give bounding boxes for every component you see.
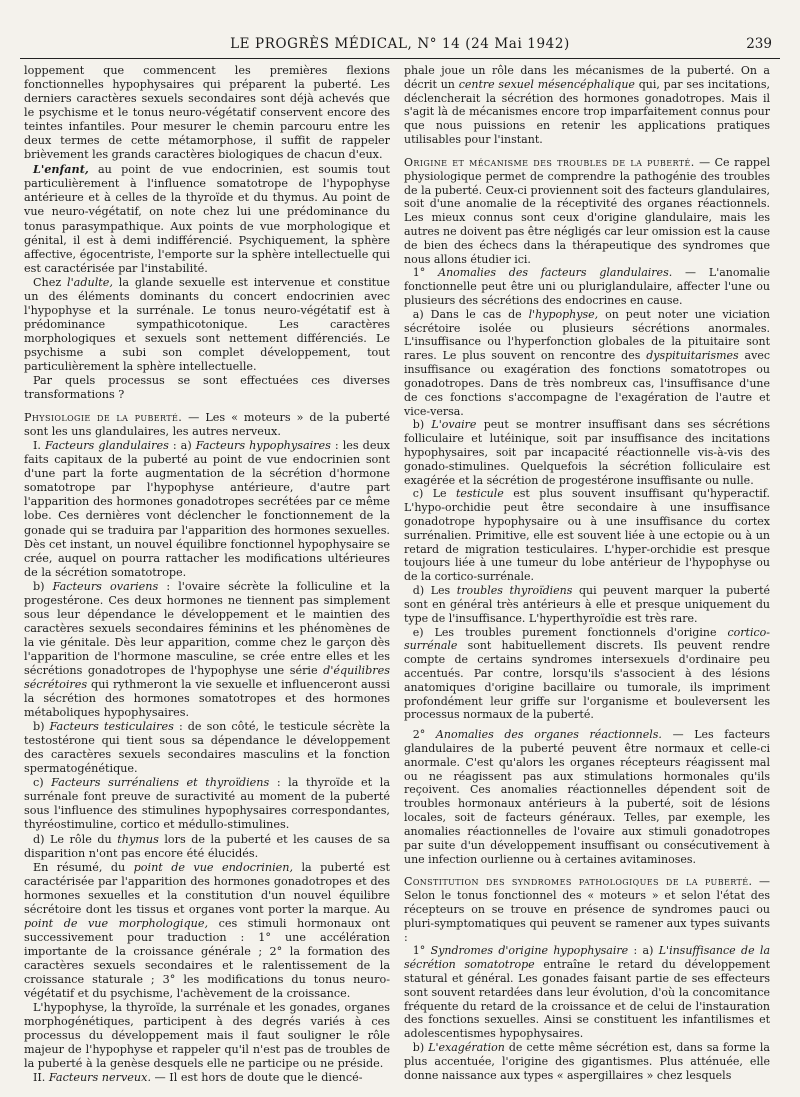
text-run: — Ce rappel physiologique permet de comprendre la pathogénie des troubles de la puberté. Ceux-ci proviennent soit des facteurs glandulaires, soit d'une anomalie de la réceptivité des organes réactionnels. Les mieux connus sont ceux d'origine glandulaire, mais les autres ne doivent pas être négligés car leur omission est la cause de bien des échecs dans la thérapeutique des syndromes que nous allons étudier ici. [404,155,770,266]
italic-text: L'ovaire [431,418,477,432]
text-run: : les deux faits capitaux de la puberté au point de vue endocrinien sont d'une part la forte augmentation de la sécrétion d'hormone somatotrope par l'hypophyse antérieure, d'autre part l'apparition des hormones gonadotropes secrétées par ce même lobe. Ces dernières vont déclencher le fonctionnement de la gonade qui se traduira par l'apparition des hormones sexuelles. Dès cet instant, un nouvel équilibre fonctionnel hypophysaire se crée, auquel on pourra rattacher les modifications ultérieures de la sécrétion somatotrope. [24,439,390,579]
text-run: : a) [168,439,196,453]
text-run: Constitution des syndromes pathologiques de la puberté. [404,875,753,889]
text-run: de cette même sécrétion est, dans sa forme la plus accentuée, l'origine des gigantismes. Plus atténuée, elle donne naissance aux types « aspergillaires » chez lesquels [404,1041,770,1082]
italic-text: Anomalies des facteurs glandulaires. [438,266,673,280]
text-run: b) [32,579,53,593]
paragraph [404,626,770,723]
italic-text: l'adulte, [67,275,113,289]
italic-text: Facteurs ovariens [52,579,159,593]
section-heading-constitution [404,875,770,944]
text-run: — Selon le tonus fonctionnel des « moteurs » et selon l'état des récepteurs on se trouve en présence de syndromes pauci ou pluri-symptomatiques qui peuvent se ramener aux types suivants : [404,875,771,944]
text-run: b) [412,1041,429,1055]
text-run: Physiologie de la puberté. [24,411,183,425]
running-header [20,32,780,59]
paragraph [404,418,770,487]
italic-text: L'enfant, [32,162,89,177]
text-run: : a) [628,944,659,958]
text-run: — Il est hors de doute que le diencé- [151,1071,363,1085]
paragraph [24,1071,390,1085]
italic-text: Facteurs nerveux. [48,1071,151,1085]
italic-text: l'hypophyse, [528,307,599,321]
text-run: — L'anomalie fonctionnelle peut être uni ou pluriglandulaire, affecter l'une ou plusieurs des sécrétions des endocrines en cause. [404,266,771,307]
text-run: — Les facteurs glandulaires de la puberté peuvent être normaux et celle-ci anormale. C'est qu'alors les organes récepteurs réagissent mal ou ne réagissent pas aux stimulations hormonales qu'ils reçoivent. Ces anomalies réactionnelles dépendent soit de troubles hormonaux antérieurs à la puberté, soit de lésions locales, soit de facteurs généraux. Telles, par exemple, les anomalies réactionnelles de l'ovaire aux stimuli gonadotropes par suite d'un développement insuffisant ou consécutivement à une infection ourlienne ou à certaines avitaminoses. [404,728,770,866]
paragraph [24,861,390,1001]
text-run: — Les « moteurs » de la puberté sont les uns glandulaires, les autres nerveux. [24,411,390,439]
text-run: e) Les troubles purement fonctionnels d'origine [412,625,728,639]
italic-text: point de vue endocrinien, [133,860,294,874]
paragraph [404,266,770,307]
italic-text: Anomalies des organes réactionnels. [435,728,662,742]
italic-text: L'exagération [428,1041,505,1055]
section-heading-origine [404,156,770,267]
text-run: Par quels processus se sont effectuées ces diverses transformations ? [24,374,390,402]
italic-text: centre sexuel mésencéphalique [458,77,635,91]
paragraph [24,1001,390,1071]
text-run: ces stimuli hormonaux ont successivement pour traduction : 1° une accélération importante de la croissance générale ; 2° la formation des caractères sexuels secondaires et le ralentissement de la croissance staturale ; 3° les modifications du tonus neuro-végétatif et du psychisme, l'achèvement de la croissance. [24,916,390,1001]
text-run: a) Dans le cas de [412,307,529,321]
paragraph [24,720,390,776]
text-run: Origine et mécanisme des troubles de la puberté. [404,155,695,169]
paragraph [404,1041,770,1082]
text-run: 1° [412,944,431,958]
italic-text: Facteurs testiculaires [49,720,174,734]
paragraph [404,728,770,866]
text-run: Chez [32,275,68,289]
italic-text: Syndromes d'origine hypophysaire [430,944,629,958]
paragraph [24,439,390,579]
text-run: la glande sexuelle est intervenue et constitue un des éléments dominants du concert endocrinien avec l'hypophyse et la surrénale. Le tonus neuro-végétatif est à prédominance sympathicotonique. Les caractères morphologiques et sexuels sont nettement différenciés. Le psychisme a subi son complet développement, tout particulièrement la sphère intellectuelle. [24,275,390,373]
text-run: la puberté est caractérisée par l'apparition des hormones gonadotropes et des hormones sexuelles et la constitution d'un nouvel équilibre sécrétoire dont les tissus et organes vont porter la marque. Au [24,860,390,916]
italic-text: L'insuffisance de la sécrétion somatotrope [404,944,771,972]
paragraph [24,276,390,374]
italic-text: Facteurs glandulaires [44,439,169,453]
right-column [404,64,770,1083]
text-run: c) Le [412,487,456,501]
text-run: I. [32,439,45,453]
text-run: entraîne le retard du développement statural et général. Les gonades faisant partie de ses effecteurs sont souvent retardées dans leur évolution, d'où la concomitance fréquente du retard de la croissance et de celui de l'instauration des fonctions sexuelles. Ainsi se constituent les infantilismes et adolescentismes hypophysaires. [404,958,770,1041]
italic-text: troubles thyroïdiens [456,584,573,598]
italic-text: point de vue morphologique, [24,916,209,930]
paragraph [404,308,770,419]
text-run: est plus souvent insuffisant qu'hyperactif. L'hypo-orchidie peut être secondaire à une insuffisance gonadotrope hypophysaire ou à une insuffisance du cortex surrénalien. Primitive, elle est souvent liée à une ectopie ou à un retard de migration testiculaires. L'hyper-orchidie est presque toujours liée à une tumeur du lobe antérieur de l'hypophyse ou de la cortico-surrénale. [404,487,770,584]
text-run: on peut noter une viciation sécrétoire isolée ou plusieurs sécrétions anormales. L'insuffisance ou l'hyperfonction globales de la pituitaire sont rares. Le plus souvent on rencontre des [404,307,770,363]
italic-text: Facteurs surrénaliens et thyroïdiens [51,776,270,790]
italic-text: d'équilibres sécrétoires [24,663,390,692]
text-run: qui peuvent marquer la puberté sont en général très antérieurs à elle et presque uniquement du type de l'insuffisance. L'hyperthyroïdie est très rare. [404,584,771,625]
text-run: L'hypophyse, la thyroïde, la surrénale et les gonades, organes morphogénétiques, participent à des degrés variés à ces processus du développement mais il faut souligner le rôle majeur de l'hypophyse et rappeler qu'il n'est pas de troubles de la puberté à la genèse desquels elle ne participe ou ne préside. [24,1001,390,1071]
section-heading-physiologie [24,411,390,439]
page-number: 239 [746,36,772,52]
text-run [33,162,89,176]
paragraph [24,580,390,720]
text-run: b) [412,418,432,432]
paragraph [24,374,390,402]
text-run: qui, par ses incitations, déclencherait la sécrétion des hormones gonadotropes. Mais il s'agit là de mécanismes encore trop imparfaitement connus pour que nous puissions en retenir les applications pratiques utilisables pour l'instant. [404,77,770,147]
text-run: qui rythmeront la vie sexuelle et influenceront aussi la sécrétion des hormones somatotropes et des hormones métaboliques hypophysaires. [24,678,390,720]
text-run: b) [32,720,50,734]
text-run: c) [32,776,52,790]
paragraph [404,944,770,1041]
italic-text: cortico-surrénale [404,625,770,653]
text-run: 2° [412,728,436,742]
paragraph [404,487,770,584]
text-run: En résumé, du [32,860,134,874]
text-run: : de son côté, le testicule sécrète la testostérone qui tient sous sa dépendance le développement des caractères sexuels secondaires masculins et la fonction spermatogénétique. [24,720,390,776]
text-run: avec insuffisance ou exagération des fonctions somatotropes ou gonadotropes. Dans de très nombreux cas, l'insuffisance d'une de ces fonctions s'accompagne de l'exagération de l'autre et vice-versa. [404,349,770,418]
text-run: d) Les [412,584,457,598]
text-run: : l'ovaire sécrète la folliculine et la progestérone. Ces deux hormones ne tiennent pas simplement sous leur dépendance le développement et le maintien des caractères sexuels secondaires féminins et les phénomènes de la vie génitale. Dès leur apparition, comme chez le garçon dès l'apparition de l'hormone masculine, se crée entre elles et les sécrétions gonadotropes de l'hypophyse une série [24,579,390,677]
italic-text: testicule [455,487,504,501]
text-run: d) Le rôle du [32,832,118,846]
text-run: au point de vue endocrinien, est soumis tout particulièrement à l'influence somatotrope de l'hypophyse antérieure et à celles de la thyroïde et du thymus. Au point de vue neuro-végétatif, on note chez lui une prédominance du tonus parasympathique. Aux points de vue morphologique et génital, il est à demi indifférencié. Psychiquement, la sphère affective, égocentriste, l'emporte sur la sphère intellectuelle qui est caractérisée par l'instabilité. [24,163,390,275]
italic-text: thymus [117,832,159,846]
paragraph [404,584,770,625]
italic-text: Facteurs hypophysaires [195,439,331,453]
text-run: sont habituellement discrets. Ils peuvent rendre compte de certains syndromes intersexuels d'ordinaire peu accentués. Par contre, lorsqu'ils s'associent à des lésions anatomiques d'origine bacillaire ou tumorale, ils impriment profondément leur griffe sur l'organisme et bouleversent les processus normaux de la puberté. [404,639,770,722]
text-run: : la thyroïde et la surrénale font preuve de suractivité au moment de la puberté sous l'influence des stimulines hypophysaires correspondantes, thyréostimuline, cortico et médullo-stimulines. [24,776,390,832]
paragraph [404,64,770,147]
paragraph [24,64,390,162]
journal-title: LE PROGRÈS MÉDICAL, N° 14 (24 Mai 1942) [230,36,570,52]
left-column [24,64,390,1085]
text-run: 1° [412,266,439,280]
paragraph [24,162,390,275]
paragraph [24,833,390,861]
text-run: loppement que commencent les premières flexions fonctionnelles hypophysaires qui préparent la puberté. Les derniers caractères sexuels secondaires sont déjà achevés que le psychisme et le tonus neuro-végétatif conservent encore des teintes infantiles. Pour mesurer le chemin parcouru entre les deux termes de cette métamorphose, il suffit de rappeler brièvement les grands caractères biologiques de chacun d'eux. [24,64,390,162]
paragraph [24,776,390,832]
text-run: peut se montrer insuffisant dans ses sécrétions folliculaire et lutéinique, soit par insuffisance des incitations hypophysaires, soit par incapacité réactionnelle vis-à-vis des gonado-stimulines. Quelquefois la sécrétion folliculaire est exagérée et la sécrétion de progestérone insuffisante ou nulle. [404,418,770,487]
text-run: lors de la puberté et les causes de sa disparition n'ont pas encore été élucidés. [24,832,391,860]
italic-text: dyspituitarismes [646,349,739,363]
text-run: phale joue un rôle dans les mécanismes de la puberté. On a décrit un [404,64,770,91]
text-run: II. [32,1071,49,1085]
